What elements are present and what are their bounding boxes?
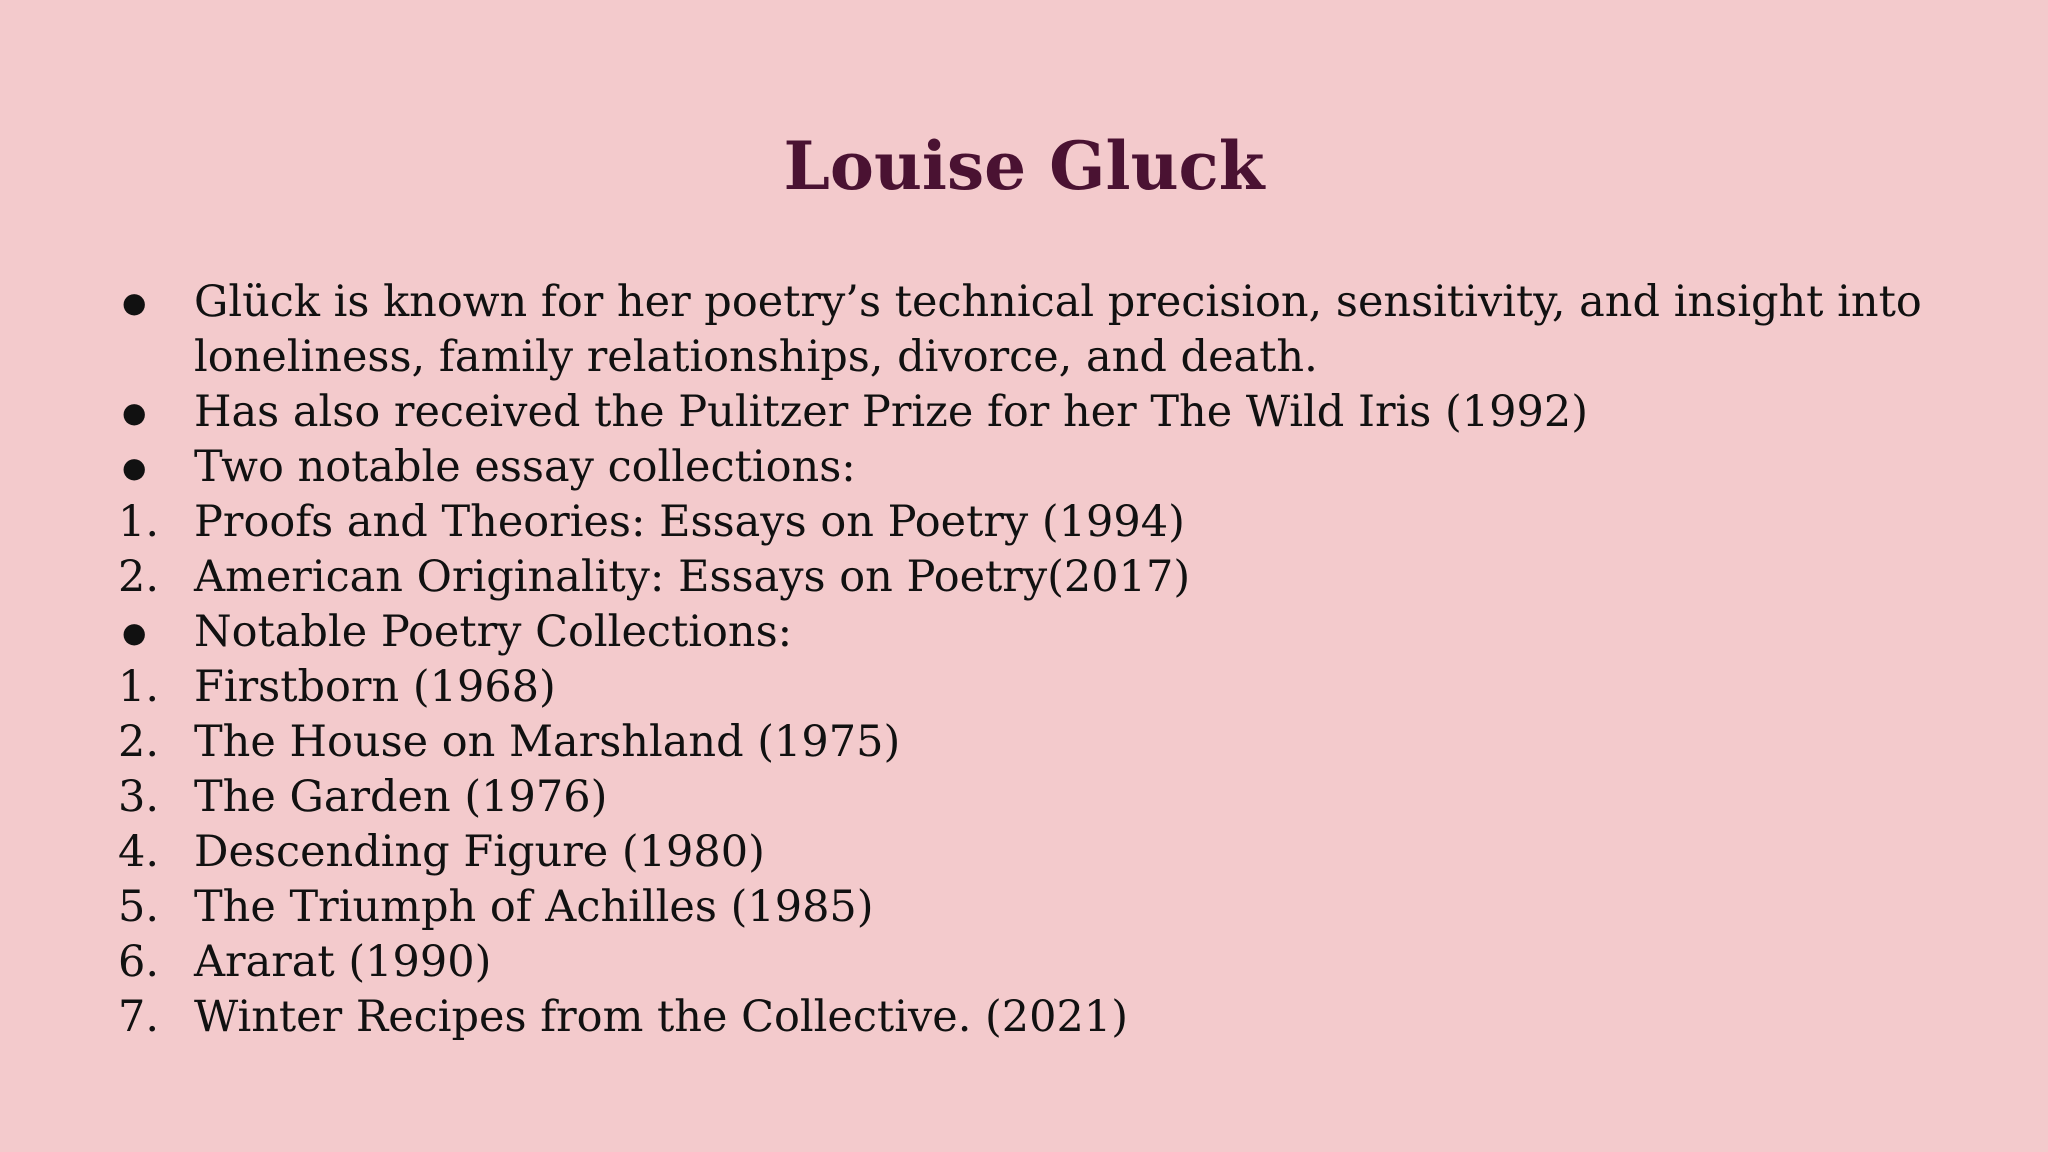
- bullet-marker: ●: [122, 451, 147, 484]
- item-text: American Originality: Essays on Poetry(2017): [194, 552, 1191, 602]
- number-marker: 1.: [118, 497, 160, 547]
- bullet-item: [110, 275, 1990, 385]
- numbered-item: [110, 495, 1990, 550]
- bullet-marker: ●: [122, 616, 147, 649]
- bullet-marker: ●: [122, 396, 147, 429]
- bullet-marker: ●: [122, 286, 147, 319]
- item-text: Firstborn (1968): [194, 662, 556, 712]
- item-text: Proofs and Theories: Essays on Poetry (1994): [194, 497, 1185, 547]
- item-text: The Triumph of Achilles (1985): [194, 882, 874, 932]
- number-marker: 3.: [118, 772, 160, 822]
- number-marker: 5.: [118, 882, 160, 932]
- numbered-item: [110, 550, 1990, 605]
- bullet-item: [110, 385, 1990, 440]
- numbered-item: [110, 935, 1990, 990]
- item-text: Has also received the Pulitzer Prize for her The Wild Iris (1992): [194, 387, 1588, 437]
- item-text: Glück is known for her poetry’s technical precision, sensitivity, and insight into loneliness, family relationships, divorce, and death.: [194, 277, 1922, 382]
- numbered-item: [110, 770, 1990, 825]
- numbered-item: [110, 990, 1990, 1045]
- number-marker: 6.: [118, 937, 160, 987]
- numbered-item: [110, 660, 1990, 715]
- item-text: Winter Recipes from the Collective. (2021): [194, 992, 1129, 1042]
- item-text: Ararat (1990): [194, 937, 492, 987]
- item-text: The House on Marshland (1975): [194, 717, 901, 767]
- number-marker: 2.: [118, 717, 160, 767]
- item-text: Two notable essay collections:: [194, 442, 856, 492]
- number-marker: 1.: [118, 662, 160, 712]
- numbered-item: [110, 715, 1990, 770]
- content-list: [110, 275, 1990, 1045]
- bullet-item: [110, 440, 1990, 495]
- slide-title: Louise Gluck: [783, 127, 1265, 205]
- item-text: Notable Poetry Collections:: [194, 607, 793, 657]
- item-text: The Garden (1976): [194, 772, 608, 822]
- numbered-item: [110, 825, 1990, 880]
- number-marker: 2.: [118, 552, 160, 602]
- numbered-item: [110, 880, 1990, 935]
- number-marker: 7.: [118, 992, 160, 1042]
- number-marker: 4.: [118, 827, 160, 877]
- item-text: Descending Figure (1980): [194, 827, 765, 877]
- bullet-item: [110, 605, 1990, 660]
